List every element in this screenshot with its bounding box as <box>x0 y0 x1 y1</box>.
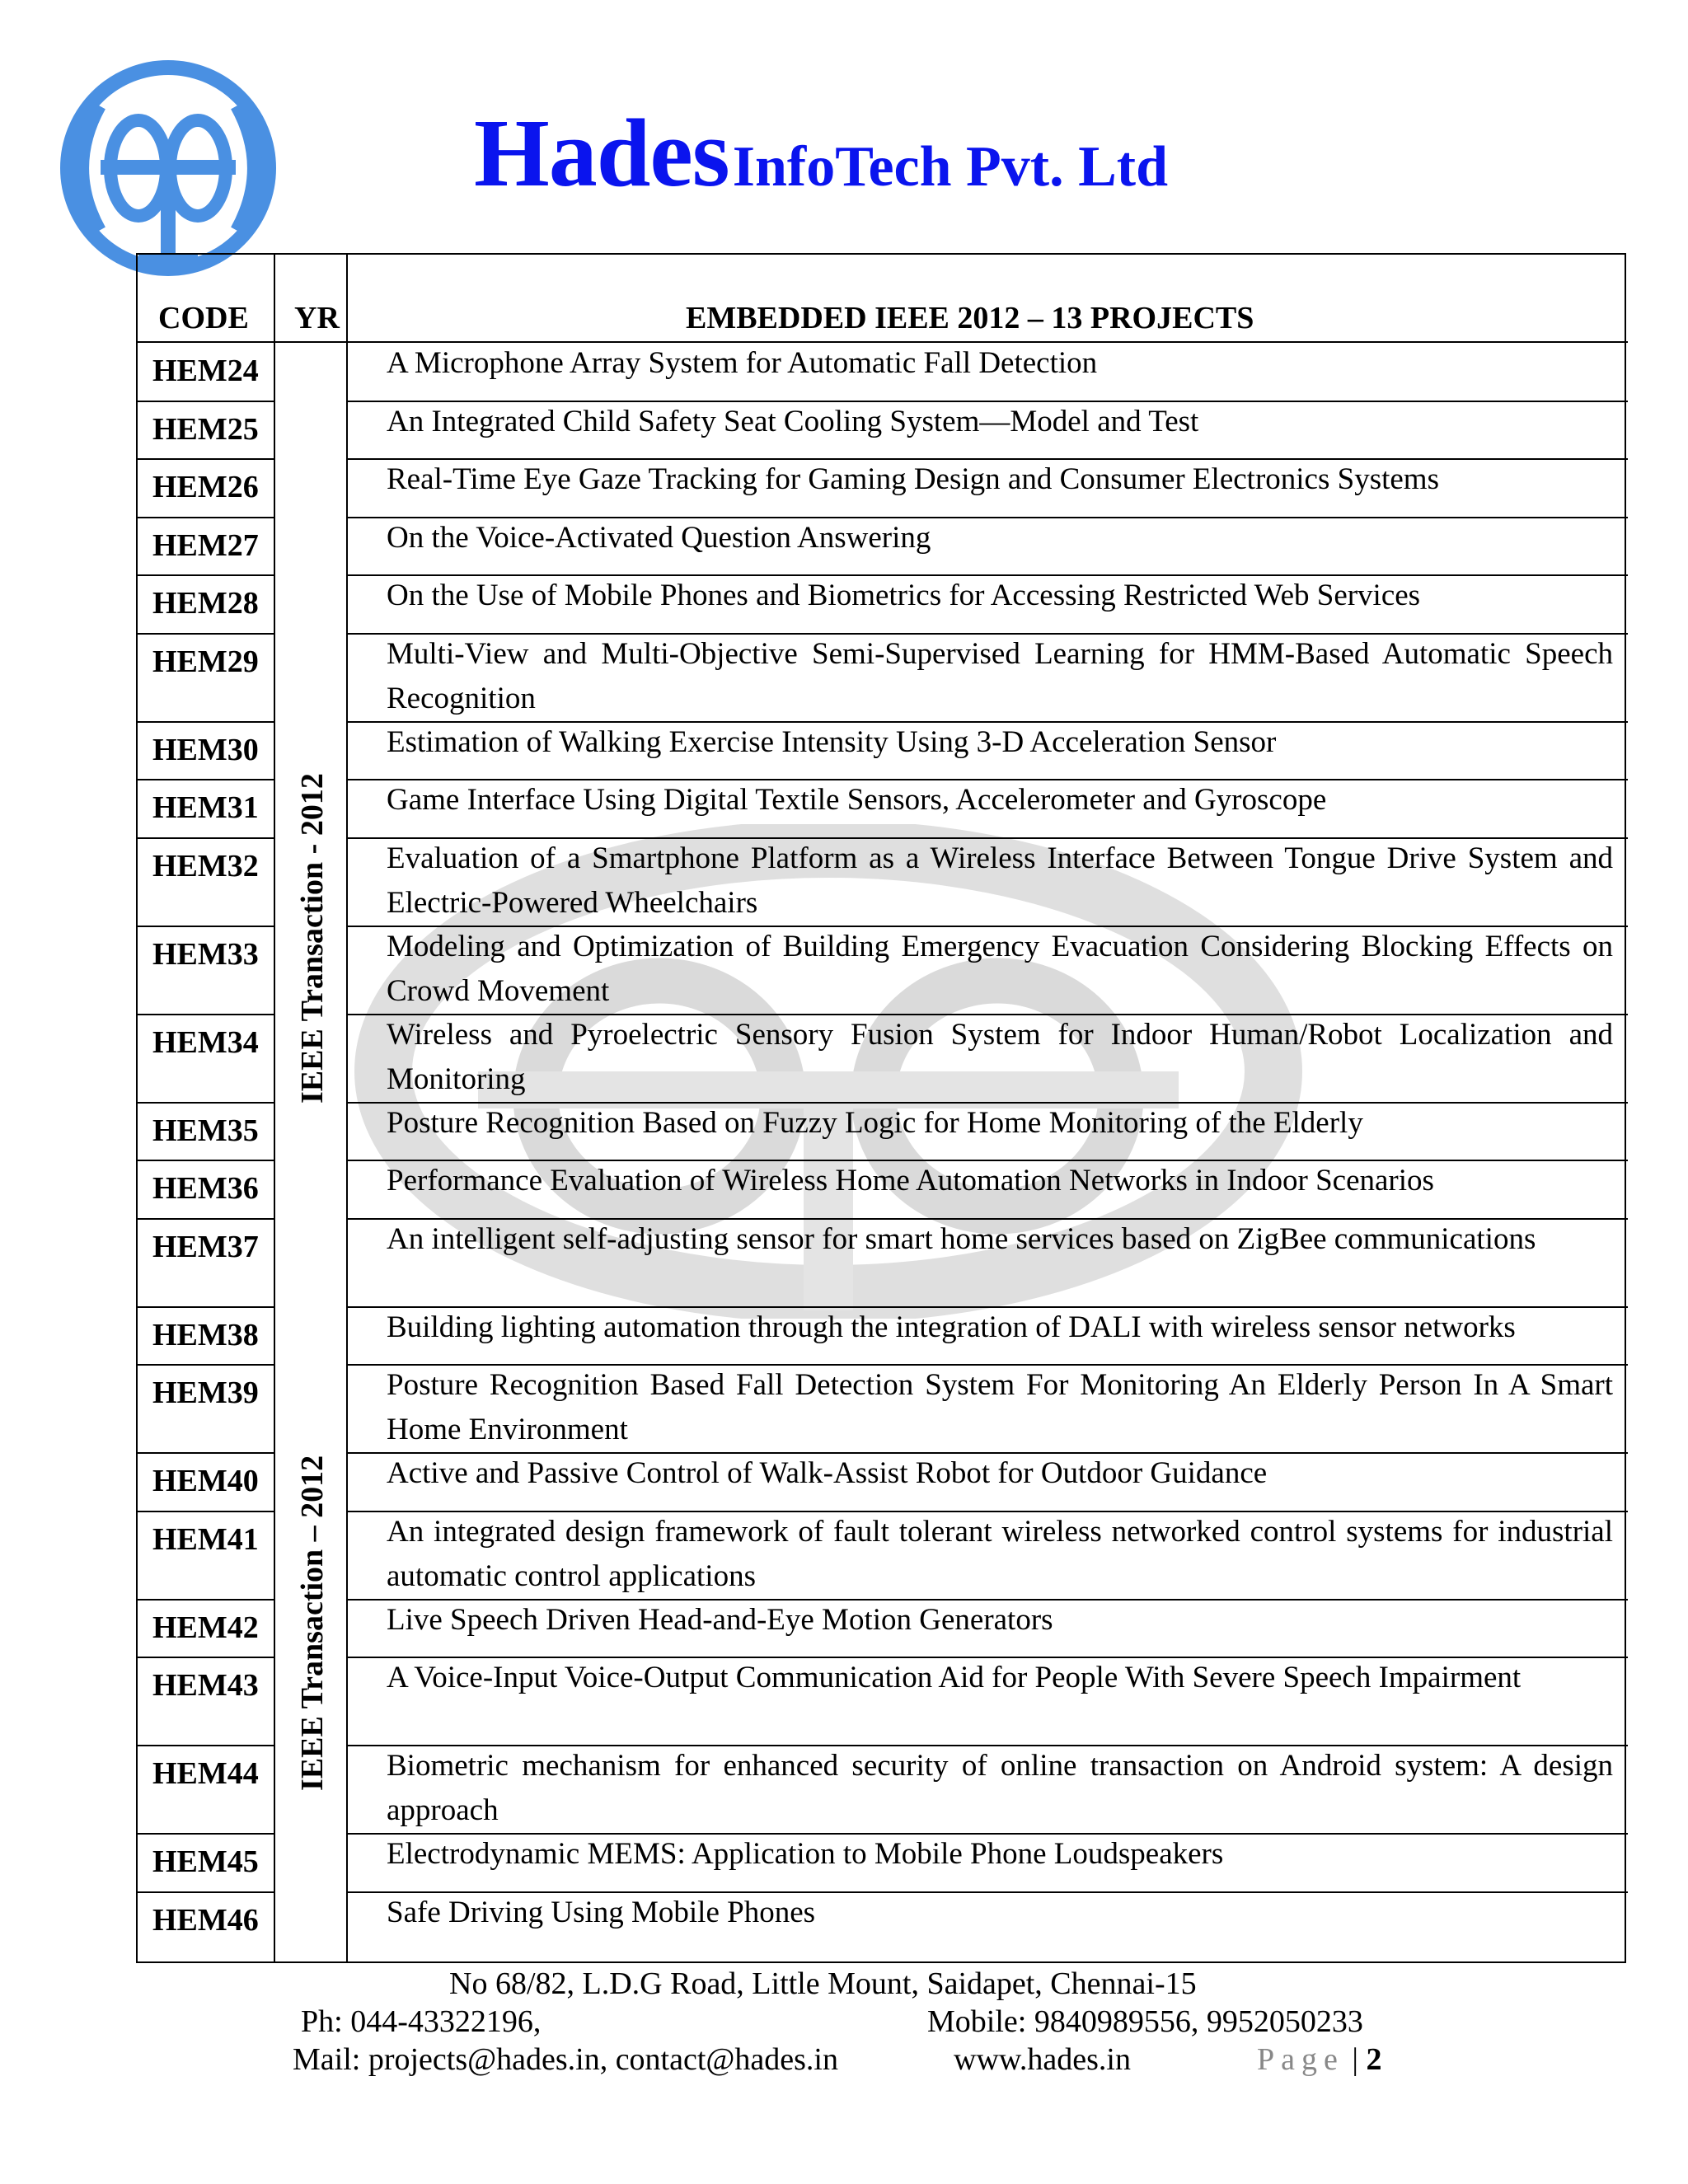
project-code: HEM42 <box>152 1610 259 1645</box>
project-title: An Integrated Child Safety Seat Cooling System—Model and Test <box>387 404 1199 438</box>
footer-page-indicator <box>1257 2041 1381 2078</box>
project-title: Building lighting automation through the integration of DALI with wireless sensor networks <box>387 1310 1516 1344</box>
project-title: Game Interface Using Digital Textile Sensors, Accelerometer and Gyroscope <box>387 783 1327 817</box>
project-code: HEM26 <box>152 470 259 504</box>
row-divider <box>138 779 274 780</box>
project-code: HEM24 <box>152 354 259 388</box>
project-code: HEM37 <box>152 1229 259 1264</box>
company-name-main: Hades <box>474 99 729 207</box>
row-divider <box>138 1102 274 1104</box>
row-divider <box>138 401 274 402</box>
project-title: Modeling and Optimization of Building Emergency Evacuation Considering Blocking Effects on Crowd Movement <box>387 929 1613 1008</box>
project-code: HEM29 <box>152 644 259 679</box>
row-divider <box>138 1891 274 1893</box>
year-group-label: IEEE Transaction - 2012 <box>295 773 330 1104</box>
footer-address: No 68/82, L.D.G Road, Little Mount, Saidapet, Chennai-15 <box>449 1966 1197 2001</box>
project-title: Performance Evaluation of Wireless Home Automation Networks in Indoor Scenarios <box>387 1164 1434 1197</box>
project-code: HEM28 <box>152 586 259 621</box>
project-title: Biometric mechanism for enhanced security of online transaction on Android system: A design approach <box>387 1749 1613 1827</box>
company-name-sub: InfoTech Pvt. Ltd <box>732 135 1169 199</box>
project-code: HEM25 <box>152 411 259 447</box>
row-divider <box>138 926 274 927</box>
project-title: On the Voice-Activated Question Answering <box>387 520 931 555</box>
page-label: Page <box>1257 2042 1344 2077</box>
row-divider <box>138 1657 274 1658</box>
page-separator: | <box>1352 2042 1358 2077</box>
project-title: Live Speech Driven Head-and-Eye Motion Generators <box>387 1602 1053 1637</box>
footer-website: www.hades.in <box>954 2042 1131 2077</box>
project-title: A Microphone Array System for Automatic Fall Detection <box>387 346 1098 380</box>
project-code: HEM45 <box>152 1844 259 1879</box>
project-code: HEM30 <box>152 732 259 767</box>
column-header-year: YR <box>294 301 340 335</box>
project-title: Posture Recognition Based Fall Detection System For Monitoring An Elderly Person In A Smart Home Environment <box>387 1368 1613 1446</box>
project-title: Posture Recognition Based on Fuzzy Logic for Home Monitoring of the Elderly <box>387 1105 1363 1140</box>
row-divider <box>138 1745 274 1746</box>
project-code: HEM34 <box>152 1024 259 1060</box>
project-code: HEM43 <box>152 1668 259 1703</box>
project-code: HEM39 <box>152 1376 259 1410</box>
row-divider <box>138 1599 274 1601</box>
project-title: An integrated design framework of fault tolerant wireless networked control systems for industrial automatic control applications <box>387 1514 1613 1593</box>
project-code: HEM35 <box>152 1113 259 1148</box>
project-title: A Voice-Input Voice-Output Communication Aid for People With Severe Speech Impairment <box>387 1661 1522 1694</box>
project-code: HEM40 <box>152 1464 259 1498</box>
project-title: Wireless and Pyroelectric Sensory Fusion System for Indoor Human/Robot Localization and Monitoring <box>387 1017 1613 1096</box>
year-group-label: IEEE Transaction – 2012 <box>295 1455 330 1791</box>
project-title: Multi-View and Multi-Objective Semi-Supervised Learning for HMM-Based Automatic Speech Recognition <box>387 636 1613 715</box>
project-title: Estimation of Walking Exercise Intensity Using 3-D Acceleration Sensor <box>387 724 1277 759</box>
row-divider <box>138 1833 274 1835</box>
footer-mail: Mail: projects@hades.in, contact@hades.in <box>293 2042 838 2077</box>
row-divider <box>138 1160 274 1161</box>
row-divider <box>138 1014 274 1015</box>
company-logo-icon <box>56 56 280 280</box>
project-title: Evaluation of a Smartphone Platform as a Wireless Interface Between Tongue Drive System and Electric-Powered Wheelchairs <box>387 841 1613 920</box>
projects-table <box>136 253 1626 1963</box>
column-header-projects: EMBEDDED IEEE 2012 – 13 PROJECTS <box>686 301 1254 335</box>
project-code: HEM46 <box>152 1902 259 1938</box>
project-code: HEM41 <box>152 1521 259 1557</box>
row-divider <box>138 837 274 839</box>
company-name <box>474 97 1168 209</box>
row-divider <box>138 721 274 723</box>
project-title: Safe Driving Using Mobile Phones <box>387 1895 816 1929</box>
column-divider <box>346 255 348 1961</box>
project-code: HEM32 <box>152 848 259 883</box>
column-header-code: CODE <box>158 301 249 335</box>
row-divider <box>138 574 274 576</box>
project-title: Real-Time Eye Gaze Tracking for Gaming Design and Consumer Electronics Systems <box>387 462 1439 496</box>
project-code: HEM38 <box>152 1317 259 1352</box>
row-divider <box>138 1511 274 1512</box>
project-code: HEM31 <box>152 790 259 825</box>
project-code: HEM44 <box>152 1756 259 1791</box>
row-divider <box>138 633 274 635</box>
row-divider <box>138 1306 274 1308</box>
project-title: On the Use of Mobile Phones and Biometrics for Accessing Restricted Web Services <box>387 579 1421 612</box>
project-code: HEM36 <box>152 1171 259 1206</box>
column-divider <box>274 255 275 1961</box>
project-title: Electrodynamic MEMS: Application to Mobile Phone Loudspeakers <box>387 1837 1224 1871</box>
row-divider <box>138 1364 274 1366</box>
row-divider <box>138 1452 274 1454</box>
project-code: HEM27 <box>152 527 259 563</box>
project-code: HEM33 <box>152 936 259 972</box>
row-divider <box>138 1218 274 1220</box>
footer-phone: Ph: 044-43322196, <box>301 2004 542 2039</box>
project-title: An intelligent self-adjusting sensor for smart home services based on ZigBee communications <box>387 1221 1536 1256</box>
page-number: 2 <box>1366 2042 1382 2077</box>
row-divider <box>138 517 274 518</box>
row-divider <box>138 458 274 460</box>
footer-mobile: Mobile: 9840989556, 9952050233 <box>927 2004 1363 2039</box>
project-title: Active and Passive Control of Walk-Assist Robot for Outdoor Guidance <box>387 1456 1268 1490</box>
